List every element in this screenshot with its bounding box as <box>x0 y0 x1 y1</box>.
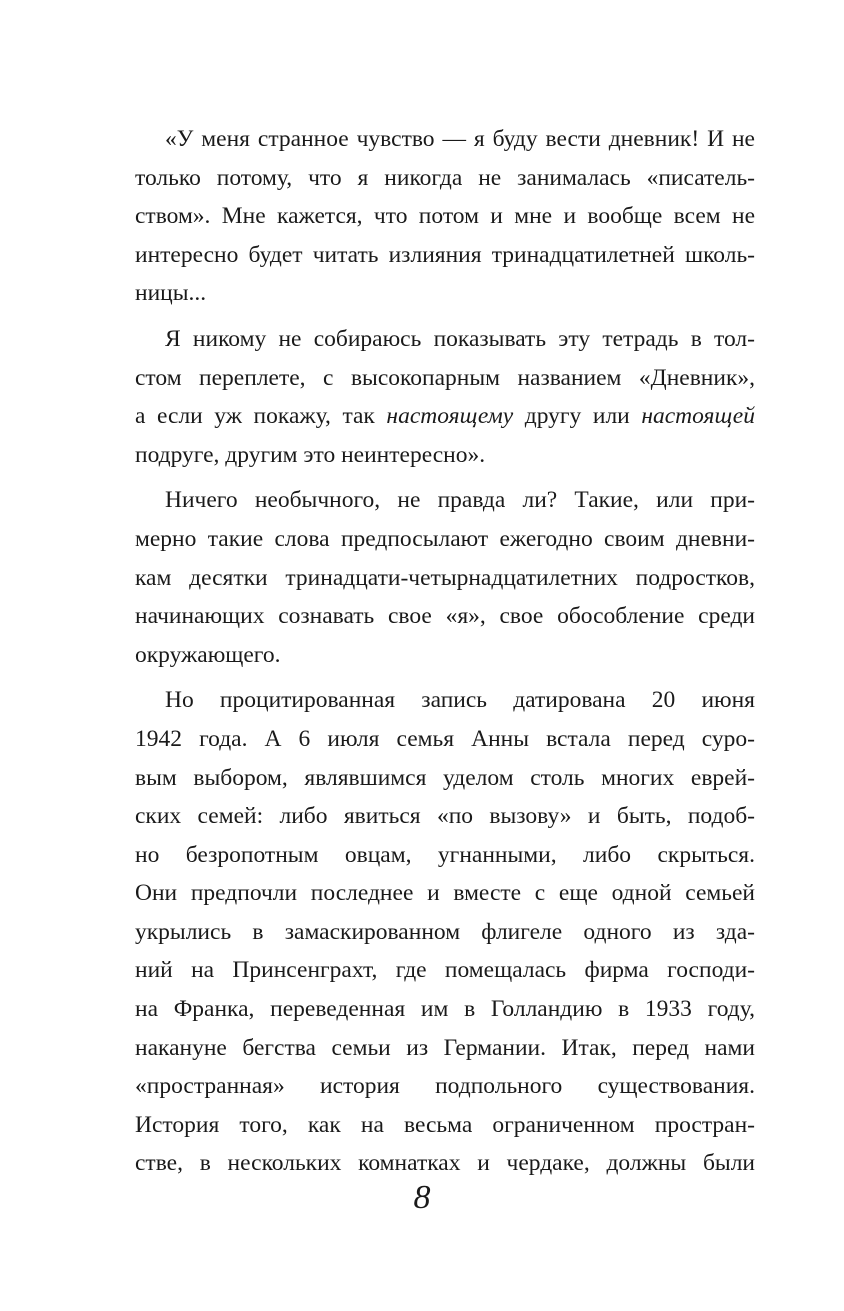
text-line: 1942 года. А 6 июля семья Анны встала перед суро- <box>135 725 755 752</box>
text-segment: другу или <box>513 403 642 430</box>
text-line: ницы... <box>135 280 207 307</box>
text-line: на Франка, переведенная им в Голландию в 1933 году, <box>135 996 755 1023</box>
text-line: мерно такие слова предпосылают ежегодно своим дневни- <box>135 525 755 552</box>
paragraph-gap <box>135 674 755 681</box>
text-line: Я никому не собираюсь показывать эту тетрадь в тол- <box>165 325 755 352</box>
text-line: начинающих сознавать свое «я», свое обособление среди <box>135 603 755 630</box>
text-line: Но процитированная запись датирована 20 июня <box>165 687 755 714</box>
text-line: интересно будет читать излияния тринадцатилетней школь- <box>135 241 755 268</box>
text-line: ством». Мне кажется, что потом и мне и вообще всем не <box>135 203 755 230</box>
italic-emphasis: настоящей <box>641 403 755 430</box>
text-line: «пространная» история подпольного существования. <box>135 1073 755 1100</box>
text-line <box>135 397 755 436</box>
paragraph-gap <box>135 474 755 481</box>
text-line: вым выбором, являвшимся уделом столь многих еврей- <box>135 764 755 791</box>
paragraph-gap <box>135 313 755 320</box>
text-line: окружающего. <box>135 641 281 668</box>
text-line: История того, как на весьма ограниченном простран- <box>135 1111 755 1138</box>
paragraph <box>135 320 755 474</box>
text-line: «У меня странное чувство — я буду вести дневник! И не <box>165 126 755 152</box>
paragraph <box>135 481 755 674</box>
text-line: Они предпочли последнее и вместе с еще одной семьей <box>135 880 755 907</box>
page-number: 8 <box>413 1179 431 1216</box>
text-line: но безропотным овцам, угнанными, либо скрыться. <box>135 841 755 868</box>
text-line: только потому, что я никогда не занималась «писатель- <box>135 164 755 191</box>
text-line: укрылись в замаскированном флигеле одного из зда- <box>135 918 755 945</box>
text-line: ских семей: либо явиться «по вызову» и быть, подоб- <box>135 803 755 830</box>
body-text <box>135 120 755 1183</box>
paragraph <box>135 681 755 1183</box>
italic-emphasis: настоящему <box>386 403 514 430</box>
paragraph <box>135 120 755 313</box>
text-line: кам десятки тринадцати-четырнадцатилетних подростков, <box>135 564 755 591</box>
text-line: подруге, другим это неинтересно». <box>135 441 486 468</box>
text-segment: а если уж покажу, так <box>135 403 387 430</box>
text-line: стом переплете, с высокопарным названием «Дневник», <box>135 364 755 391</box>
text-line: стве, в нескольких комнатках и чердаке, должны были <box>135 1150 755 1177</box>
text-line: Ничего необычного, не правда ли? Такие, или при- <box>165 487 755 514</box>
text-line: накануне бегства семьи из Германии. Итак, перед нами <box>135 1034 755 1061</box>
text-line: ний на Принсенграхт, где помещалась фирма господи- <box>135 957 755 984</box>
